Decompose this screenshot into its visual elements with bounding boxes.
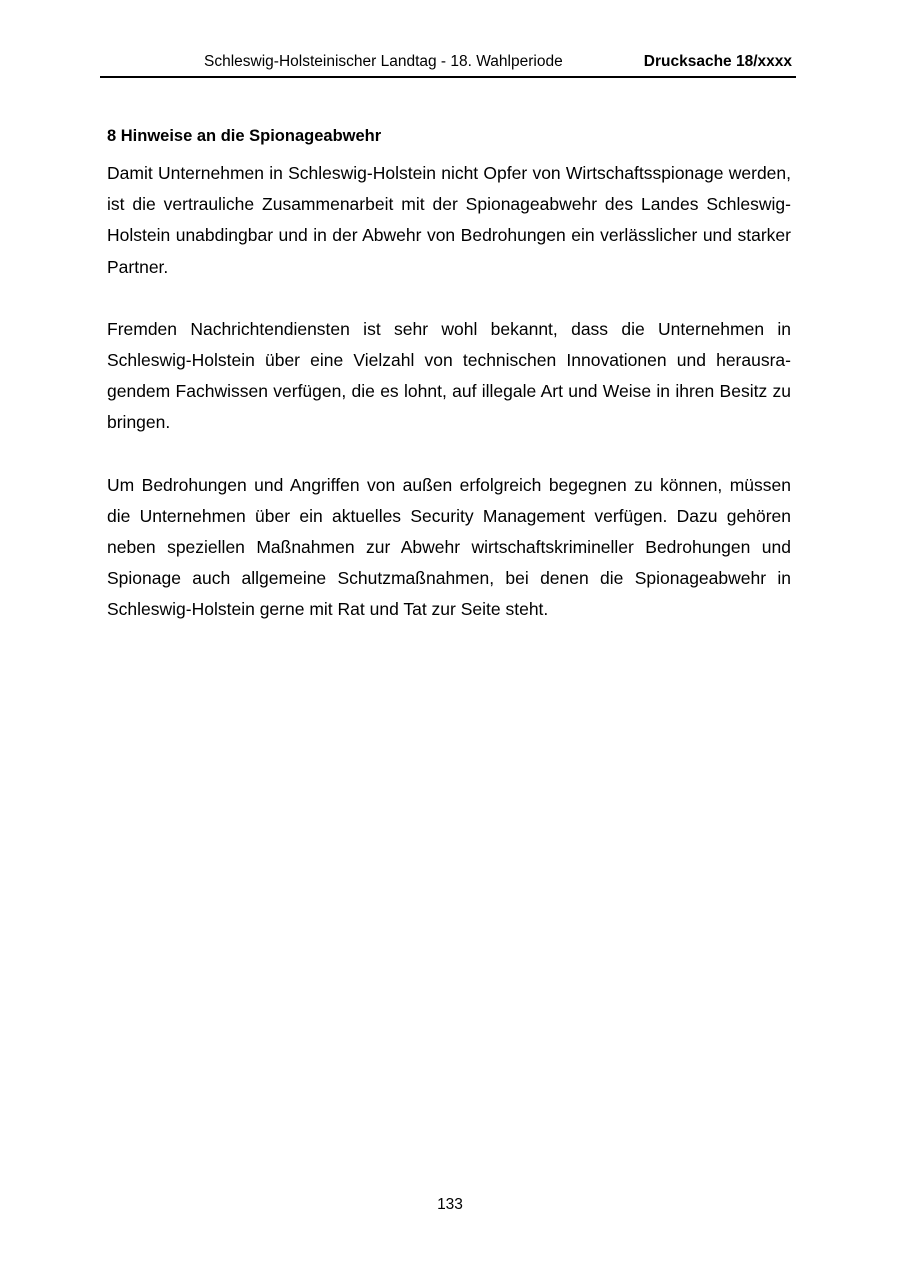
page-number: 133	[437, 1196, 463, 1213]
paragraph-3: Um Bedrohungen und Angriffen von außen erfolgreich begegnen zu können, müssen die Unternehmen über ein aktuelles Security Management verfügen. Dazu gehören neben speziellen Maßnahmen zur Abwehr wirtschaftskrimineller Bedrohungen und Spionage auch allgemeine Schutzmaßnahmen, bei denen die Spionageabwehr in Schleswig-Holstein gerne mit Rat und Tat zur Seite steht.	[107, 474, 791, 620]
section-heading: 8 Hinweise an die Spionageabwehr	[107, 127, 382, 145]
paragraph-1: Damit Unternehmen in Schleswig-Holstein nicht Opfer von Wirtschaftsspionage werden, ist die vertrauliche Zusammenarbeit mit der Spionageabwehr des Landes Schleswig-Holstein unabdingbar und in der Abwehr von Bedrohungen ein verlässlicher und starker Partner.	[107, 163, 791, 277]
page-header	[100, 50, 796, 78]
section-content	[107, 124, 791, 657]
header-title: Schleswig-Holsteinischer Landtag - 18. Wahlperiode	[204, 53, 563, 70]
document-number: Drucksache 18/xxxx	[643, 53, 792, 70]
paragraph-2: Fremden Nachrichtendiensten ist sehr wohl bekannt, dass die Unternehmen in Schleswig-Holstein über eine Vielzahl von technischen Innovationen und herausragendem Fachwissen verfügen, die es lohnt, auf illegale Art und Weise in ihren Besitz zu bringen.	[107, 318, 791, 433]
